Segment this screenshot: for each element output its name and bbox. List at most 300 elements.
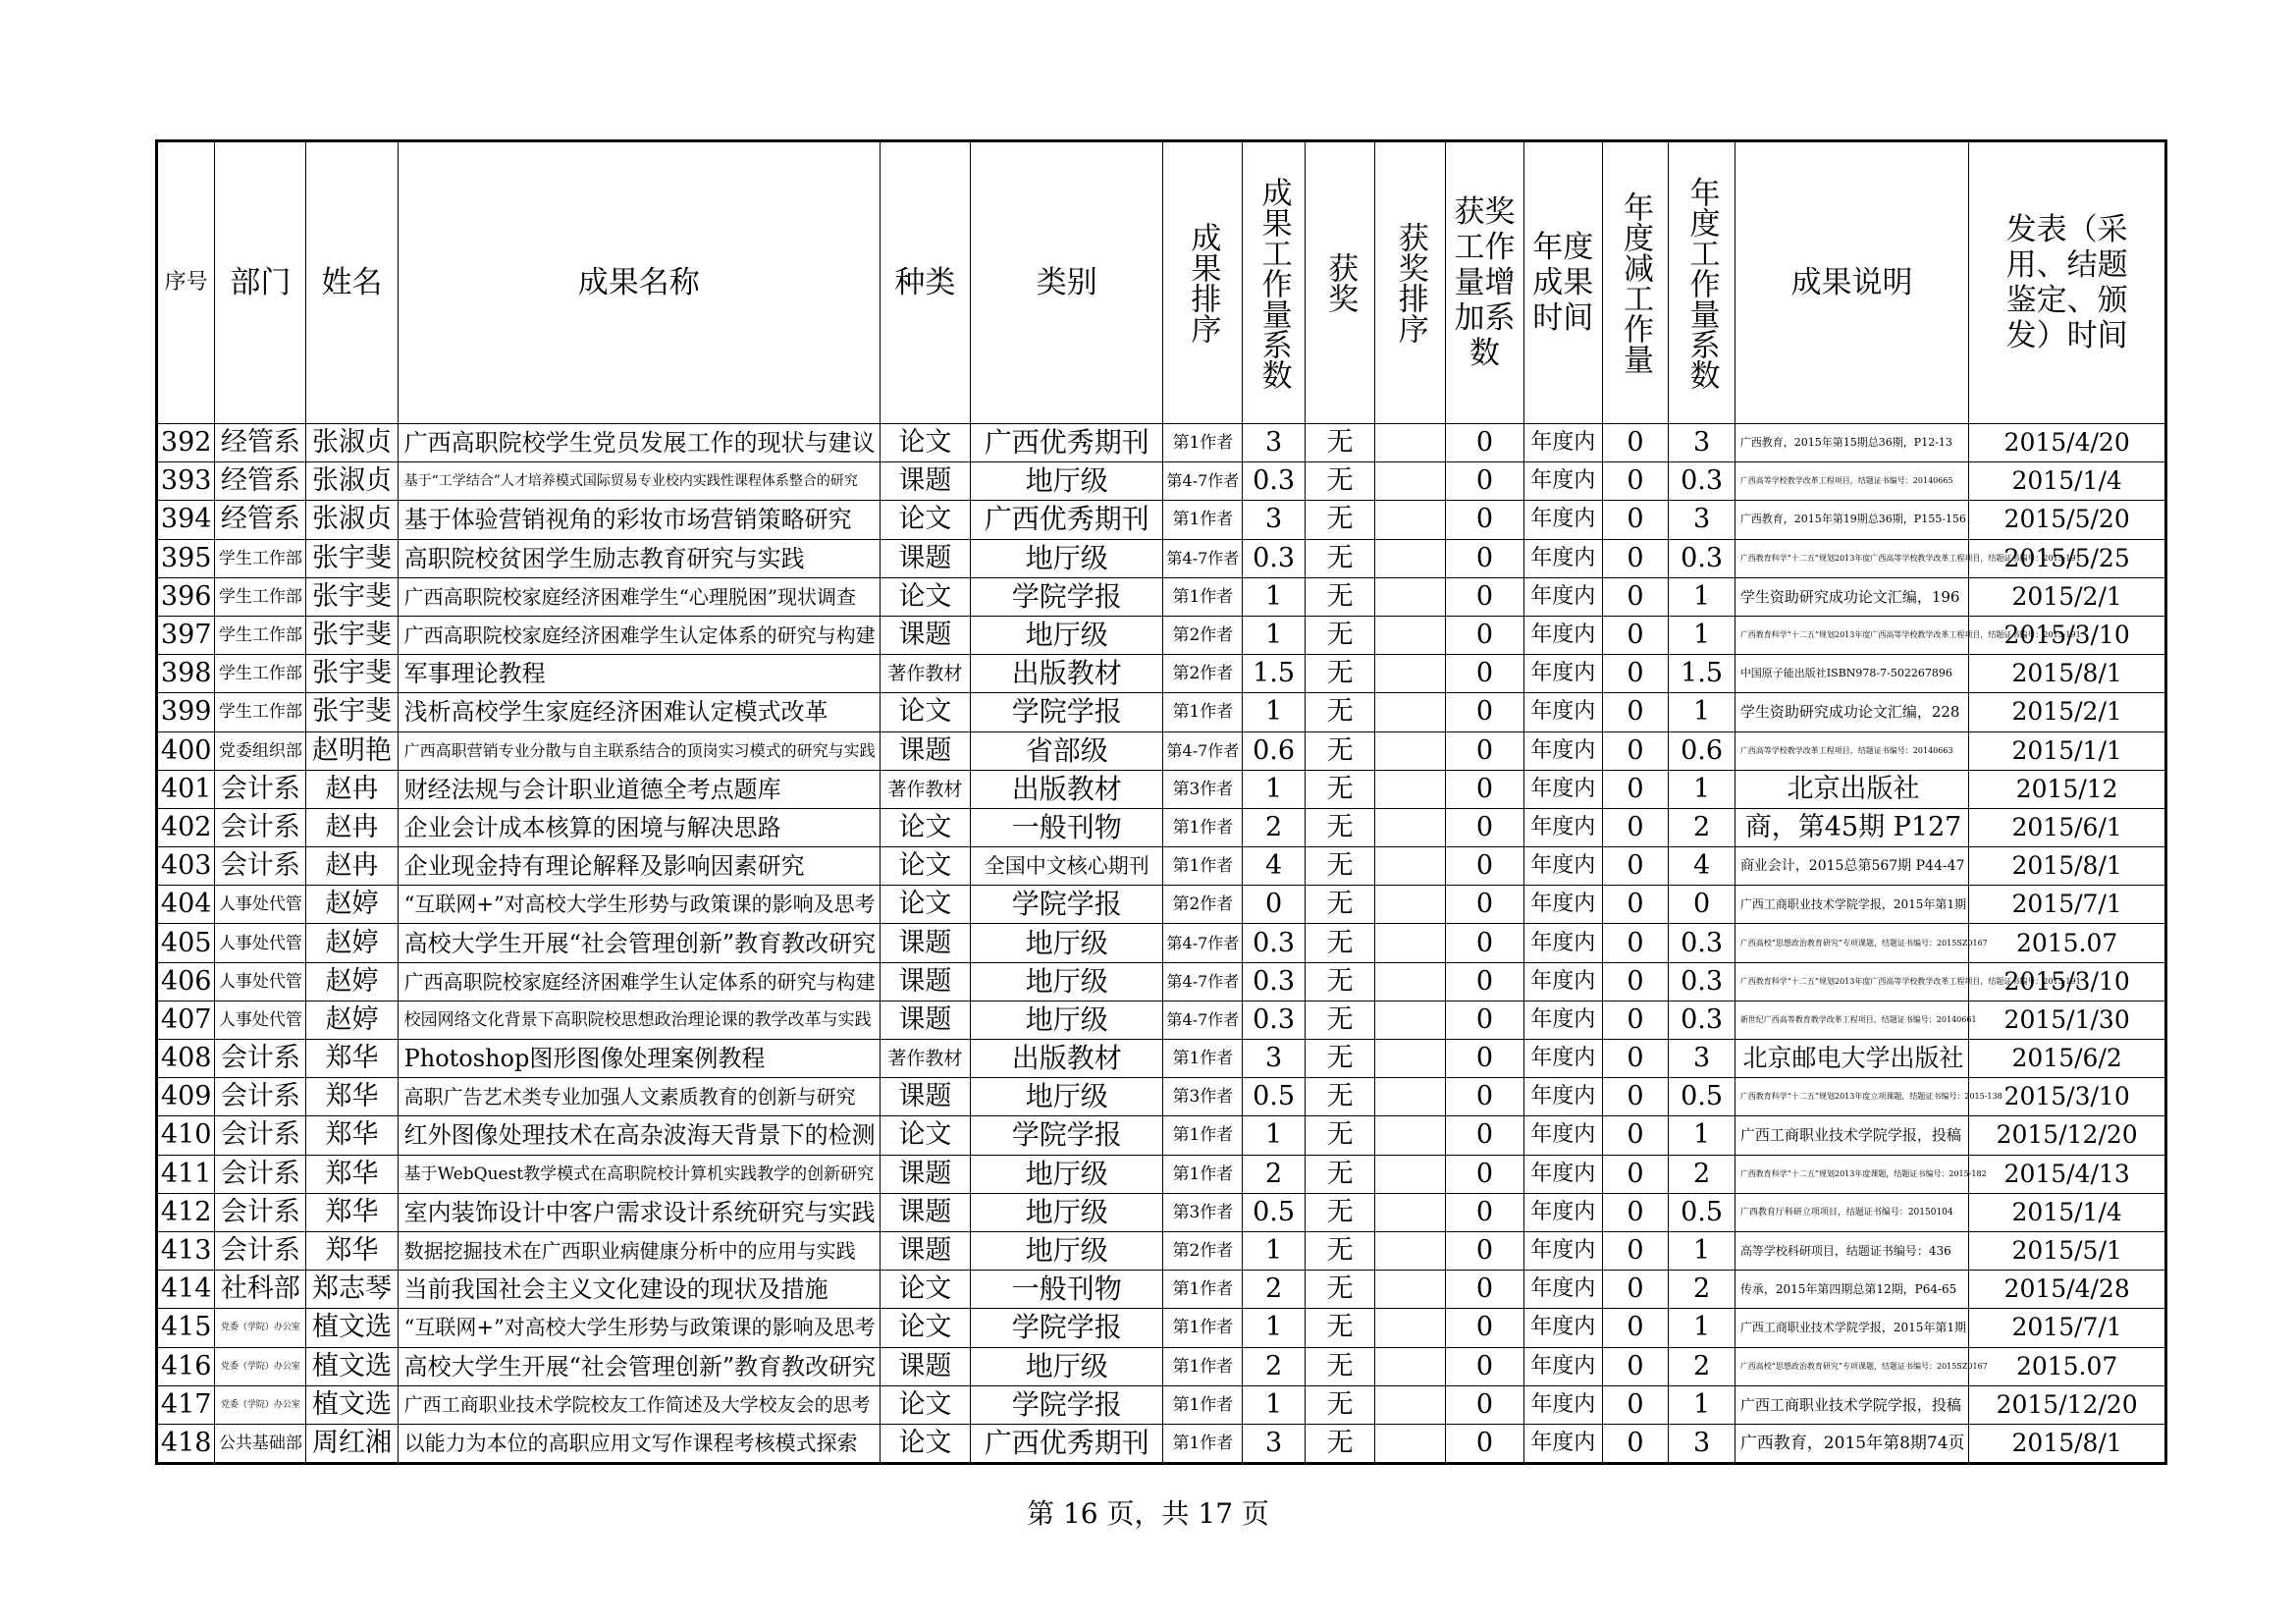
row-award: 无 [1305, 962, 1375, 1001]
row-category: 地厅级 [970, 962, 1163, 1001]
row-date: 2015/4/20 [1969, 424, 2166, 462]
row-award: 无 [1305, 1424, 1375, 1463]
row-date: 2015/12/20 [1969, 1385, 2166, 1424]
table-row [157, 1001, 2166, 1039]
row-title: 以能力为本位的高职应用文写作课程考核模式探索 [398, 1424, 880, 1463]
row-title: 校园网络文化背景下高职院校思想政治理论课的教学改革与实践 [398, 1001, 880, 1039]
row-dept: 经管系 [215, 501, 306, 539]
row-seq: 413 [157, 1231, 215, 1270]
row-time: 年度内 [1523, 1193, 1602, 1231]
row-year-coef: 2 [1669, 1347, 1735, 1385]
table-row [157, 1424, 2166, 1463]
row-kind: 论文 [880, 1309, 970, 1347]
row-date: 2015/12 [1969, 770, 2166, 808]
row-kind: 课题 [880, 1001, 970, 1039]
row-award-coef: 0 [1446, 1231, 1524, 1270]
row-title: 数据挖掘技术在广西职业病健康分析中的应用与实践 [398, 1231, 880, 1270]
header-award-rank: 获奖排序 [1375, 141, 1446, 424]
row-award-rank [1375, 1001, 1446, 1039]
row-desc: 广西工商职业技术学院学报，投稿 [1735, 1385, 1968, 1424]
row-date: 2015/3/10 [1969, 962, 2166, 1001]
row-title: 高校大学生开展“社会管理创新”教育教改研究 [398, 1347, 880, 1385]
row-name: 郑华 [306, 1231, 398, 1270]
row-seq: 399 [157, 693, 215, 731]
row-award: 无 [1305, 462, 1375, 501]
row-category: 一般刊物 [970, 808, 1163, 846]
row-title: 企业现金持有理论解释及影响因素研究 [398, 847, 880, 886]
row-coef: 0.3 [1243, 539, 1305, 577]
row-award: 无 [1305, 501, 1375, 539]
row-time: 年度内 [1523, 924, 1602, 962]
row-rank: 第1作者 [1163, 1309, 1243, 1347]
row-award-rank [1375, 731, 1446, 770]
row-year-coef: 2 [1669, 1155, 1735, 1193]
row-dept: 会计系 [215, 1040, 306, 1078]
row-award-rank [1375, 462, 1446, 501]
row-award: 无 [1305, 1231, 1375, 1270]
row-year-coef: 0.3 [1669, 462, 1735, 501]
row-name: 赵冉 [306, 847, 398, 886]
row-rank: 第1作者 [1163, 424, 1243, 462]
row-award-coef: 0 [1446, 1078, 1524, 1116]
row-dept: 会计系 [215, 847, 306, 886]
row-desc: 商，第45期 P127 [1735, 808, 1968, 846]
row-year-coef: 0 [1669, 886, 1735, 924]
row-rank: 第1作者 [1163, 1424, 1243, 1463]
row-award: 无 [1305, 1116, 1375, 1155]
row-coef: 3 [1243, 1424, 1305, 1463]
row-year-coef: 1 [1669, 770, 1735, 808]
row-rank: 第1作者 [1163, 1271, 1243, 1309]
row-date: 2015/7/1 [1969, 886, 2166, 924]
row-name: 植文选 [306, 1309, 398, 1347]
header-rank: 成果排序 [1163, 141, 1243, 424]
row-time: 年度内 [1523, 1347, 1602, 1385]
row-time: 年度内 [1523, 1424, 1602, 1463]
row-coef: 0.5 [1243, 1078, 1305, 1116]
row-title: 广西高职院校家庭经济困难学生认定体系的研究与构建 [398, 962, 880, 1001]
row-name: 赵婷 [306, 962, 398, 1001]
row-year-coef: 1 [1669, 1385, 1735, 1424]
header-award-coef: 获奖工作量增加系数 [1446, 141, 1524, 424]
row-award: 无 [1305, 886, 1375, 924]
row-name: 郑志琴 [306, 1271, 398, 1309]
row-desc: 广西高校“思想政治教育研究”专项课题，结题证书编号：2015SZ0167 [1735, 1347, 1968, 1385]
row-name: 植文选 [306, 1347, 398, 1385]
row-category: 出版教材 [970, 770, 1163, 808]
row-coef: 0 [1243, 886, 1305, 924]
row-award-rank [1375, 770, 1446, 808]
row-year-coef: 4 [1669, 847, 1735, 886]
row-kind: 论文 [880, 1271, 970, 1309]
table-row [157, 1040, 2166, 1078]
row-seq: 398 [157, 655, 215, 693]
row-award-coef: 0 [1446, 539, 1524, 577]
row-reduce: 0 [1602, 1347, 1669, 1385]
row-time: 年度内 [1523, 847, 1602, 886]
row-category: 学院学报 [970, 693, 1163, 731]
row-title: 基于WebQuest教学模式在高职院校计算机实践教学的创新研究 [398, 1155, 880, 1193]
row-award-coef: 0 [1446, 655, 1524, 693]
row-award-rank [1375, 616, 1446, 654]
row-time: 年度内 [1523, 616, 1602, 654]
row-title: 广西高职院校学生党员发展工作的现状与建议 [398, 424, 880, 462]
row-award-coef: 0 [1446, 1424, 1524, 1463]
row-title: 广西高职营销专业分散与自主联系结合的顶岗实习模式的研究与实践 [398, 731, 880, 770]
row-kind: 课题 [880, 1078, 970, 1116]
row-time: 年度内 [1523, 962, 1602, 1001]
row-name: 赵婷 [306, 886, 398, 924]
row-category: 全国中文核心期刊 [970, 847, 1163, 886]
row-seq: 400 [157, 731, 215, 770]
table-row [157, 886, 2166, 924]
row-date: 2015/5/1 [1969, 1231, 2166, 1270]
table-row [157, 847, 2166, 886]
row-category: 学院学报 [970, 886, 1163, 924]
row-rank: 第2作者 [1163, 886, 1243, 924]
row-desc: 北京邮电大学出版社 [1735, 1040, 1968, 1078]
row-year-coef: 1 [1669, 1309, 1735, 1347]
row-award: 无 [1305, 616, 1375, 654]
row-category: 学院学报 [970, 1116, 1163, 1155]
row-rank: 第1作者 [1163, 577, 1243, 616]
row-desc: 广西教育厅科研立项项目，结题证书编号：20150104 [1735, 1193, 1968, 1231]
row-coef: 0.3 [1243, 462, 1305, 501]
row-reduce: 0 [1602, 962, 1669, 1001]
row-award: 无 [1305, 1078, 1375, 1116]
row-rank: 第3作者 [1163, 1078, 1243, 1116]
row-award-coef: 0 [1446, 731, 1524, 770]
row-year-coef: 1 [1669, 693, 1735, 731]
row-year-coef: 1.5 [1669, 655, 1735, 693]
row-name: 郑华 [306, 1155, 398, 1193]
row-name: 赵婷 [306, 924, 398, 962]
row-category: 地厅级 [970, 539, 1163, 577]
row-award: 无 [1305, 1040, 1375, 1078]
row-dept: 社科部 [215, 1271, 306, 1309]
row-dept: 党委组织部 [215, 731, 306, 770]
row-award: 无 [1305, 539, 1375, 577]
row-name: 张宇斐 [306, 693, 398, 731]
table-row [157, 501, 2166, 539]
row-award: 无 [1305, 847, 1375, 886]
row-category: 地厅级 [970, 616, 1163, 654]
row-rank: 第2作者 [1163, 655, 1243, 693]
header-award: 获奖 [1305, 141, 1375, 424]
row-reduce: 0 [1602, 1231, 1669, 1270]
row-title: “互联网+”对高校大学生形势与政策课的影响及思考 [398, 1309, 880, 1347]
row-year-coef: 1 [1669, 1116, 1735, 1155]
row-coef: 1 [1243, 693, 1305, 731]
row-category: 地厅级 [970, 462, 1163, 501]
row-date: 2015/4/13 [1969, 1155, 2166, 1193]
header-name: 姓名 [306, 141, 398, 424]
row-name: 植文选 [306, 1385, 398, 1424]
row-coef: 1 [1243, 1116, 1305, 1155]
row-rank: 第2作者 [1163, 1231, 1243, 1270]
row-category: 地厅级 [970, 1078, 1163, 1116]
header-year-coef: 年度工作量系数 [1669, 141, 1735, 424]
row-desc: 广西教育，2015年第19期总36期，P155-156 [1735, 501, 1968, 539]
row-date: 2015/1/1 [1969, 731, 2166, 770]
row-time: 年度内 [1523, 1116, 1602, 1155]
row-time: 年度内 [1523, 462, 1602, 501]
table-row [157, 1347, 2166, 1385]
row-dept: 会计系 [215, 808, 306, 846]
row-time: 年度内 [1523, 577, 1602, 616]
row-rank: 第4-7作者 [1163, 462, 1243, 501]
row-dept: 党委（学院）办公室 [215, 1347, 306, 1385]
row-rank: 第4-7作者 [1163, 962, 1243, 1001]
row-award-rank [1375, 1193, 1446, 1231]
row-rank: 第1作者 [1163, 847, 1243, 886]
table-row [157, 693, 2166, 731]
row-date: 2015/8/1 [1969, 655, 2166, 693]
table-row [157, 1193, 2166, 1231]
row-coef: 0.5 [1243, 1193, 1305, 1231]
row-title: 高校大学生开展“社会管理创新”教育教改研究 [398, 924, 880, 962]
row-coef: 2 [1243, 1155, 1305, 1193]
row-name: 赵冉 [306, 808, 398, 846]
row-award: 无 [1305, 655, 1375, 693]
row-rank: 第1作者 [1163, 808, 1243, 846]
row-title: 广西高职院校家庭经济困难学生认定体系的研究与构建 [398, 616, 880, 654]
row-category: 学院学报 [970, 577, 1163, 616]
table-row [157, 655, 2166, 693]
table-row [157, 1155, 2166, 1193]
row-category: 出版教材 [970, 1040, 1163, 1078]
row-dept: 党委（学院）办公室 [215, 1309, 306, 1347]
row-category: 学院学报 [970, 1309, 1163, 1347]
page-footer: 第 16 页，共 17 页 [1027, 1497, 1269, 1530]
row-award-coef: 0 [1446, 693, 1524, 731]
row-name: 张宇斐 [306, 616, 398, 654]
row-date: 2015/2/1 [1969, 693, 2166, 731]
row-date: 2015/3/10 [1969, 1078, 2166, 1116]
row-category: 出版教材 [970, 655, 1163, 693]
row-rank: 第2作者 [1163, 616, 1243, 654]
row-title: 企业会计成本核算的困境与解决思路 [398, 808, 880, 846]
row-reduce: 0 [1602, 539, 1669, 577]
row-seq: 402 [157, 808, 215, 846]
row-kind: 课题 [880, 462, 970, 501]
row-award: 无 [1305, 424, 1375, 462]
row-time: 年度内 [1523, 424, 1602, 462]
row-category: 广西优秀期刊 [970, 1424, 1163, 1463]
row-category: 广西优秀期刊 [970, 501, 1163, 539]
row-award-rank [1375, 1309, 1446, 1347]
row-kind: 课题 [880, 962, 970, 1001]
row-name: 张宇斐 [306, 539, 398, 577]
row-seq: 397 [157, 616, 215, 654]
row-reduce: 0 [1602, 655, 1669, 693]
row-seq: 406 [157, 962, 215, 1001]
row-award-rank [1375, 501, 1446, 539]
table-row [157, 924, 2166, 962]
table-body [157, 424, 2166, 1464]
row-coef: 3 [1243, 501, 1305, 539]
row-kind: 论文 [880, 424, 970, 462]
row-kind: 论文 [880, 1424, 970, 1463]
row-award-coef: 0 [1446, 1040, 1524, 1078]
row-seq: 405 [157, 924, 215, 962]
row-year-coef: 1 [1669, 577, 1735, 616]
row-desc: 广西教育科学“十二五”规划2013年度立项课题，结题证书编号：2015-138 [1735, 1078, 1968, 1116]
row-reduce: 0 [1602, 616, 1669, 654]
row-time: 年度内 [1523, 501, 1602, 539]
row-award-coef: 0 [1446, 962, 1524, 1001]
row-category: 地厅级 [970, 1347, 1163, 1385]
row-seq: 409 [157, 1078, 215, 1116]
row-rank: 第1作者 [1163, 1155, 1243, 1193]
row-award-rank [1375, 808, 1446, 846]
row-time: 年度内 [1523, 1231, 1602, 1270]
row-reduce: 0 [1602, 1193, 1669, 1231]
row-coef: 1.5 [1243, 655, 1305, 693]
row-desc: 广西工商职业技术学院学报，2015年第1期 [1735, 886, 1968, 924]
row-time: 年度内 [1523, 808, 1602, 846]
row-category: 省部级 [970, 731, 1163, 770]
table-row [157, 424, 2166, 462]
header-seq: 序号 [157, 141, 215, 424]
row-name: 郑华 [306, 1116, 398, 1155]
row-title: 浅析高校学生家庭经济困难认定模式改革 [398, 693, 880, 731]
row-time: 年度内 [1523, 1040, 1602, 1078]
row-seq: 404 [157, 886, 215, 924]
row-kind: 课题 [880, 1193, 970, 1231]
header-date: 发表（采用、结题鉴定、颁发）时间 [1969, 141, 2166, 424]
row-year-coef: 0.3 [1669, 924, 1735, 962]
row-award-coef: 0 [1446, 1271, 1524, 1309]
row-date: 2015/7/1 [1969, 1309, 2166, 1347]
row-dept: 学生工作部 [215, 616, 306, 654]
row-date: 2015/3/10 [1969, 616, 2166, 654]
row-year-coef: 2 [1669, 1271, 1735, 1309]
row-dept: 公共基础部 [215, 1424, 306, 1463]
row-award-coef: 0 [1446, 501, 1524, 539]
row-reduce: 0 [1602, 1424, 1669, 1463]
row-category: 地厅级 [970, 924, 1163, 962]
row-year-coef: 0.6 [1669, 731, 1735, 770]
row-date: 2015/8/1 [1969, 847, 2166, 886]
table-row [157, 1231, 2166, 1270]
row-desc: 广西高等学校教学改革工程项目，结题证书编号：20140665 [1735, 462, 1968, 501]
row-award: 无 [1305, 1193, 1375, 1231]
row-category: 地厅级 [970, 1001, 1163, 1039]
row-rank: 第1作者 [1163, 693, 1243, 731]
row-date: 2015/5/20 [1969, 501, 2166, 539]
row-kind: 论文 [880, 808, 970, 846]
row-award-rank [1375, 1231, 1446, 1270]
row-time: 年度内 [1523, 1155, 1602, 1193]
row-reduce: 0 [1602, 424, 1669, 462]
row-time: 年度内 [1523, 1078, 1602, 1116]
row-desc: 广西教育科学“十二五”规划2013年度课题，结题证书编号：2015-182 [1735, 1155, 1968, 1193]
row-rank: 第4-7作者 [1163, 539, 1243, 577]
row-kind: 论文 [880, 501, 970, 539]
row-rank: 第1作者 [1163, 1116, 1243, 1155]
row-award-coef: 0 [1446, 886, 1524, 924]
table-row [157, 962, 2166, 1001]
row-name: 郑华 [306, 1193, 398, 1231]
row-award: 无 [1305, 731, 1375, 770]
row-kind: 著作教材 [880, 770, 970, 808]
row-seq: 395 [157, 539, 215, 577]
row-year-coef: 0.3 [1669, 1001, 1735, 1039]
header-desc: 成果说明 [1735, 141, 1968, 424]
row-title: 高职广告艺术类专业加强人文素质教育的创新与研究 [398, 1078, 880, 1116]
row-year-coef: 2 [1669, 808, 1735, 846]
row-coef: 1 [1243, 577, 1305, 616]
row-reduce: 0 [1602, 1155, 1669, 1193]
row-award-rank [1375, 1078, 1446, 1116]
row-title: 高职院校贫困学生励志教育研究与实践 [398, 539, 880, 577]
row-coef: 3 [1243, 1040, 1305, 1078]
row-award: 无 [1305, 1155, 1375, 1193]
row-title: 当前我国社会主义文化建设的现状及措施 [398, 1271, 880, 1309]
row-award-coef: 0 [1446, 924, 1524, 962]
row-reduce: 0 [1602, 1001, 1669, 1039]
row-kind: 课题 [880, 1347, 970, 1385]
row-name: 张宇斐 [306, 655, 398, 693]
row-kind: 论文 [880, 1385, 970, 1424]
row-award-coef: 0 [1446, 1309, 1524, 1347]
row-award-coef: 0 [1446, 1347, 1524, 1385]
row-award-coef: 0 [1446, 1116, 1524, 1155]
row-kind: 课题 [880, 539, 970, 577]
row-date: 2015/12/20 [1969, 1116, 2166, 1155]
row-kind: 课题 [880, 1231, 970, 1270]
row-rank: 第1作者 [1163, 1385, 1243, 1424]
table-row [157, 808, 2166, 846]
row-award-coef: 0 [1446, 462, 1524, 501]
row-desc: 广西工商职业技术学院学报，投稿 [1735, 1116, 1968, 1155]
row-seq: 417 [157, 1385, 215, 1424]
row-award-rank [1375, 924, 1446, 962]
row-reduce: 0 [1602, 847, 1669, 886]
row-coef: 1 [1243, 1385, 1305, 1424]
row-rank: 第3作者 [1163, 1193, 1243, 1231]
row-name: 赵冉 [306, 770, 398, 808]
row-time: 年度内 [1523, 886, 1602, 924]
row-seq: 418 [157, 1424, 215, 1463]
row-award-rank [1375, 886, 1446, 924]
row-desc: 学生资助研究成功论文汇编，228 [1735, 693, 1968, 731]
row-date: 2015.07 [1969, 924, 2166, 962]
row-coef: 0.3 [1243, 1001, 1305, 1039]
row-award-coef: 0 [1446, 1193, 1524, 1231]
row-award: 无 [1305, 1385, 1375, 1424]
row-award-coef: 0 [1446, 424, 1524, 462]
row-category: 广西优秀期刊 [970, 424, 1163, 462]
row-award-rank [1375, 655, 1446, 693]
row-award-coef: 0 [1446, 1001, 1524, 1039]
row-award-coef: 0 [1446, 847, 1524, 886]
row-dept: 会计系 [215, 1193, 306, 1231]
results-table [155, 139, 2167, 1465]
row-name: 张宇斐 [306, 577, 398, 616]
row-seq: 392 [157, 424, 215, 462]
row-coef: 0.3 [1243, 962, 1305, 1001]
header-reduce: 年度减工作量 [1602, 141, 1669, 424]
row-name: 周红湘 [306, 1424, 398, 1463]
row-seq: 396 [157, 577, 215, 616]
row-award-coef: 0 [1446, 1155, 1524, 1193]
row-date: 2015/4/28 [1969, 1271, 2166, 1309]
row-category: 地厅级 [970, 1193, 1163, 1231]
row-coef: 2 [1243, 1347, 1305, 1385]
header-title: 成果名称 [398, 141, 880, 424]
